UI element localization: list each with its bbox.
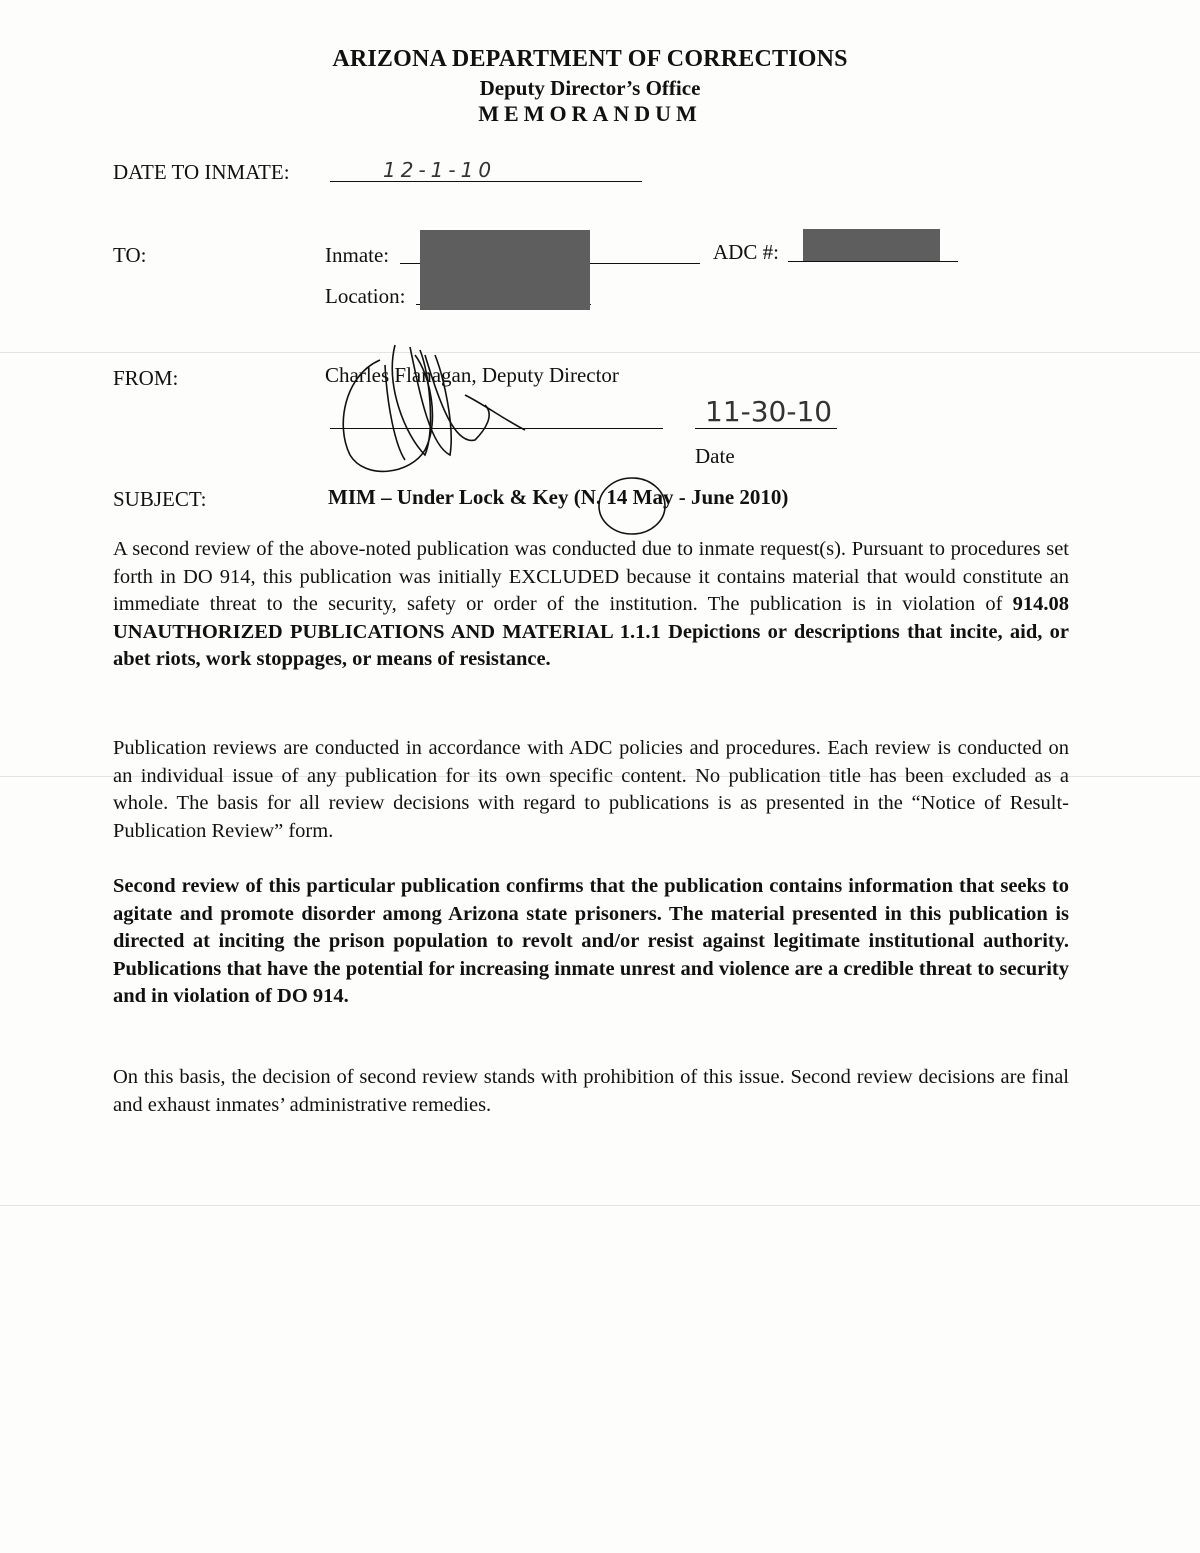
signature-scribble <box>325 335 545 485</box>
adc-line <box>788 261 958 262</box>
to-label: TO: <box>113 243 147 267</box>
from-name: Charles Flanagan, Deputy Director <box>325 363 619 387</box>
date-to-inmate-value: 12-1-10 <box>383 158 497 182</box>
office-title: Deputy Director’s Office <box>479 76 701 100</box>
scan-crease <box>0 352 1200 353</box>
subject-label: SUBJECT: <box>113 487 207 511</box>
paragraph-4: On this basis, the decision of second review stands with prohibition of this issue. Second review decisions are final and exhaust inmates’ administrative remedies. <box>113 1066 1069 1116</box>
location-label: Location: <box>325 284 406 308</box>
paragraph-1-text: A second review of the above-noted publication was conducted due to inmate request(s). Pursuant to procedures set forth in DO 914, this publication was initially EXCLUDED because it contains material that would constitute an immediate threat to the security, safety or order of the institution. The publication is in violation of <box>113 538 1069 615</box>
paragraph-1 <box>113 536 1069 674</box>
date-to-inmate-label: DATE TO INMATE: <box>113 160 290 184</box>
department-title: ARIZONA DEPARTMENT OF CORRECTIONS <box>332 46 848 72</box>
paragraph-2: Publication reviews are conducted in accordance with ADC policies and procedures. Each review is conducted on an individual issue of any publication for its own specific content. No publication title has been excluded as a whole. The basis for all review decisions with regard to publications is as presented in the “Notice of Result-Publication Review” form. <box>113 737 1069 842</box>
scan-crease <box>0 1205 1200 1206</box>
from-label: FROM: <box>113 366 179 390</box>
paragraph-1-bold: 914.08 UNAUTHORIZED PUBLICATIONS AND MATERIAL 1.1.1 Depictions or descriptions that incite, aid, or abet riots, work stoppages, or means of resistance. <box>113 593 1069 670</box>
signed-date-line <box>695 428 837 429</box>
redaction-box-inmate <box>420 230 590 310</box>
subject-circle-mark <box>592 468 682 538</box>
subject-value: MIM – Under Lock & Key (N. 14 May - June 2010) <box>328 485 789 509</box>
date-label: Date <box>695 444 735 468</box>
paragraph-3: Second review of this particular publication confirms that the publication contains information that seeks to agitate and promote disorder among Arizona state prisoners. The material presented in this publication is directed at inciting the prison population to revolt and/or resist against legitimate institutional authority. Publications that have the potential for increasing inmate unrest and violence are a credible threat to security and in violation of DO 914. <box>113 875 1069 1007</box>
memo-title: MEMORANDUM <box>478 101 702 126</box>
inmate-label: Inmate: <box>325 243 390 267</box>
signed-date-value: 11-30-10 <box>705 395 833 428</box>
adc-label: ADC #: <box>713 240 779 264</box>
redaction-box-adc <box>803 229 940 261</box>
